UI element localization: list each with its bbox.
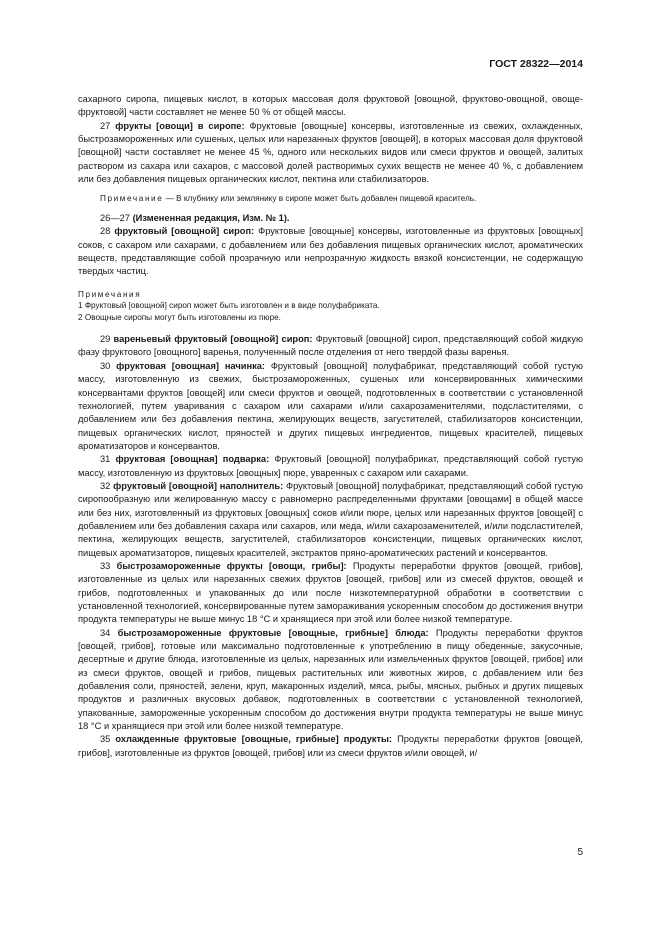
page-number: 5 — [577, 847, 583, 858]
term-entry-33: 33 быстрозамороженные фрукты [овощи, грибы]: Продукты переработки фруктов [овощей, грибов], изготовленные из целых или нарезанных свежих фруктов [овощей, грибов] или из смесей фруктов, овощей и грибов, подготовленных и упакованных до или после низкотемпературной обработки в соответствии с установленной технологией, консервированные путем замораживания ускоренным способом до достижения внутри продукта температуры не выше минус 18 °С и хранящиеся при этой или более низкой температуре. — [78, 560, 583, 625]
term-name: охлажденные фруктовые [овощные, грибные] продукты: — [115, 734, 393, 745]
term-name: фруктовый [овощной] сироп: — [114, 226, 255, 237]
term-name: фруктовая [овощная] начинка: — [116, 360, 266, 371]
term-entry-34: 34 быстрозамороженные фруктовые [овощные, грибные] блюда: Продукты переработки фруктов [овощей, грибов], готовые или максимально подготовленные к употреблению в пищу обеденные, закусочные, десертные и другие блюда, изготовленные из целых, нарезанных или измельченных фруктов [овощей, грибов] или из смеси фруктов, овощей и грибов, пищевых растительных или животных жиров, с добавлением или без добавления соли, пряностей, зелени, круп, макаронных изделий, мяса, рыбы, мясных, рыбных и других пищевых продуктов и различных вкусовых добавок, подготовленных в соответствии с установленной технологией, упакованные, замороженные ускоренным способом до достижения внутри продукта температуры не выше минус 18 °С и хранящиеся при этой или более низкой температуре. — [78, 627, 583, 732]
note-label: Примечание — [100, 194, 164, 204]
term-name: вареньевый фруктовый [овощной] сироп: — [113, 334, 313, 345]
term-name: быстрозамороженные фруктовые [овощные, грибные] блюда: — [117, 627, 429, 638]
term-entry-27: 27 фрукты [овощи] в сиропе: Фруктовые [овощные] консервы, изготовленные из свежих, охлажденных, быстрозамороженных или сушеных, целых или нарезанных фруктов [овощей], в которых массовая доля фруктовой [овощной] части составляет не менее 45 %, одного или нескольких видов или смеси фруктов и овощей, залитых раствором из сахара или сахаров, с массовой долей растворимых сухих веществ не менее 40 %, с добавлением или без добавления пищевых органических кислот, пектина или стабилизаторов. — [78, 120, 583, 185]
term-name: фруктовый [овощной] наполнитель: — [113, 480, 284, 491]
term-name: фруктовая [овощная] подварка: — [115, 454, 270, 465]
amendment-note: 26—27 (Измененная редакция, Изм. № 1). — [100, 212, 290, 223]
term-name: фрукты [овощи] в сиропе: — [115, 120, 245, 131]
term-entry-29: 29 вареньевый фруктовый [овощной] сироп: Фруктовый [овощной] сироп, представляющий собой жидкую фазу фруктового [овощного] варенья, полученный после отделения от него твердой фазы варенья. — [78, 334, 583, 358]
note-paragraph: Примечание — В клубнику или землянику в сиропе может быть добавлен пищевой краситель. — [100, 194, 477, 204]
note-item-1: 1 Фруктовый [овощной] сироп может быть изготовлен и в виде полуфабриката. — [78, 301, 380, 311]
notes-heading: Примечания — [78, 289, 142, 299]
page-content — [78, 93, 583, 760]
document-code: ГОСТ 28322—2014 — [489, 58, 583, 70]
term-entry-30: 30 фруктовая [овощная] начинка: Фруктовый [овощной] полуфабрикат, представляющий собой густую массу, изготовленную из свежих, быстрозамороженных, сушеных или консервированных химическими консервантами фруктов [овощей] или смеси фруктов и овощей, подготовленных в соответствии с установленной технологией, путем уваривания с сахаром или сахарами и/или сахарозаменителями, подсластителями, с добавлением или без добавления пектина, желирующих веществ, загустителей, стабилизаторов консистенции, пищевых органических кислот, пряностей и других пищевых ингредиентов, пищевых красителей, пищевых ароматизаторов и консервантов. — [78, 360, 583, 451]
term-entry-35: 35 охлажденные фруктовые [овощные, грибные] продукты: Продукты переработки фруктов [овощей, грибов], изготовленные из фруктов [овощей, грибов] или из смеси фруктов и/или овощей, и/ — [78, 734, 583, 758]
text-paragraph: сахарного сиропа, пищевых кислот, в которых массовая доля фруктовой [овощной, фруктово-овощной, овоще-фруктовой] части составляет не менее 50 % от общей массы. — [78, 94, 583, 118]
term-name: быстрозамороженные фрукты [овощи, грибы]: — [116, 560, 347, 571]
term-entry-32: 32 фруктовый [овощной] наполнитель: Фруктовый [овощной] полуфабрикат, представляющий собой густую сиропообразную или желированную массу с равномерно распределенными фруктами [овощами] в общей массе или без них, изготовленный из фруктовых [овощных] соков и/или пюре, целых или нарезанных фруктов [овощей] с добавлением или без добавления сахара или сахаров, или меда, и/или сахарозаменителей, и/или подсластителей, пектина, желирующих веществ, загустителей, стабилизаторов консистенции, пищевых органических кислот, пищевых ароматизаторов, пищевых красителей, экстрактов пряно-ароматических растений и консервантов. — [78, 480, 583, 558]
note-item-2: 2 Овощные сиропы могут быть изготовлены из пюре. — [78, 312, 281, 322]
term-entry-28: 28 фруктовый [овощной] сироп: Фруктовые [овощные] консервы, изготовленные из фруктовых [овощных] соков, с сахаром или сахарами, с добавлением или без добавления пищевых органических кислот, ароматических веществ, представляющие собой прозрачную или непрозрачную жидкость вязкой консистенции, не содержащую твердых частиц. — [78, 226, 583, 277]
term-entry-31: 31 фруктовая [овощная] подварка: Фруктовый [овощной] полуфабрикат, представляющий собой густую массу, изготовленную из фруктовых [овощных] пюре, уваренных с сахаром или сахарами. — [78, 454, 584, 478]
